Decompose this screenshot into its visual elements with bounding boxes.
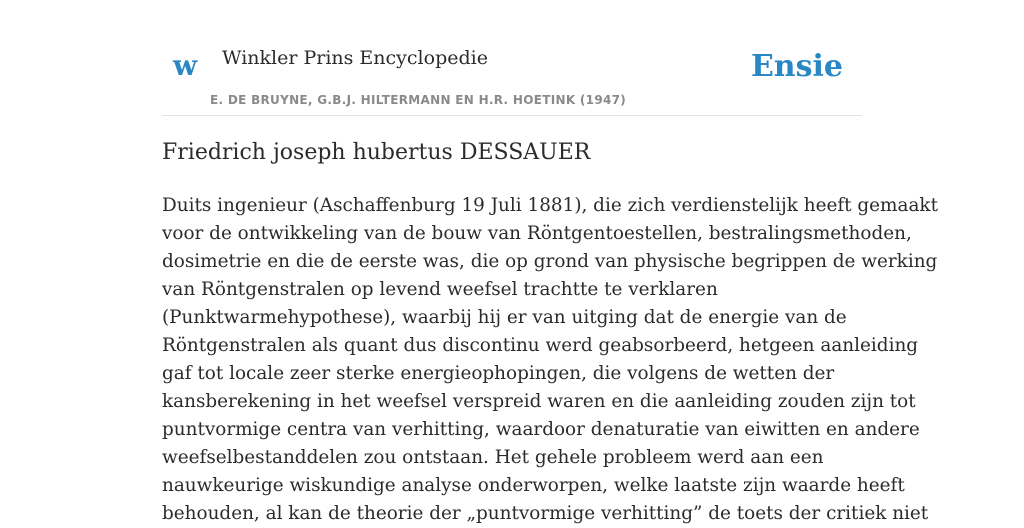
article-body-line: gaf tot locale zeer sterke energieophopingen, die volgens de wetten der <box>162 363 835 384</box>
brand-logo[interactable]: Ensie <box>750 49 843 84</box>
source-header <box>162 40 862 116</box>
article-body-line: puntvormige centra van verhitting, waardoor denaturatie van eiwitten en andere <box>162 419 920 440</box>
article-body-line: nauwkeurige wiskundige analyse onderworpen, welke laatste zijn waarde heeft <box>162 475 905 496</box>
source-logo[interactable]: w <box>173 49 198 82</box>
article-title: Friedrich joseph hubertus DESSAUER <box>162 140 591 165</box>
article-body-line: Röntgenstralen als quant dus discontinu werd geabsorbeerd, hetgeen aanleiding <box>162 335 919 356</box>
article-body <box>162 192 938 528</box>
article-body-line: behouden, al kan de theorie der „puntvormige verhitting” de toets der critiek niet <box>162 503 929 524</box>
article-body-line: weefselbestanddelen zou ontstaan. Het gehele probleem werd aan een <box>162 447 824 468</box>
article-body-line: (Punktwarmehypothese), waarbij hij er van uitging dat de energie van de <box>162 307 847 328</box>
source-title[interactable]: Winkler Prins Encyclopedie <box>222 47 488 69</box>
article-body-line: voor de ontwikkeling van de bouw van Röntgentoestellen, bestralingsmethoden, <box>162 223 912 244</box>
article-body-line: van Röntgenstralen op levend weefsel trachtte te verklaren <box>162 279 718 300</box>
source-authors: E. DE BRUYNE, G.B.J. HILTERMANN EN H.R. HOETINK (1947) <box>210 93 627 107</box>
article-body-line: Duits ingenieur (Aschaffenburg 19 Juli 1881), die zich verdienstelijk heeft gemaakt <box>162 195 938 216</box>
article-body-line: kansberekening in het weefsel verspreid waren en die aanleiding zouden zijn tot <box>162 391 916 412</box>
article-body-line: dosimetrie en die de eerste was, die op grond van physische begrippen de werking <box>162 251 938 272</box>
